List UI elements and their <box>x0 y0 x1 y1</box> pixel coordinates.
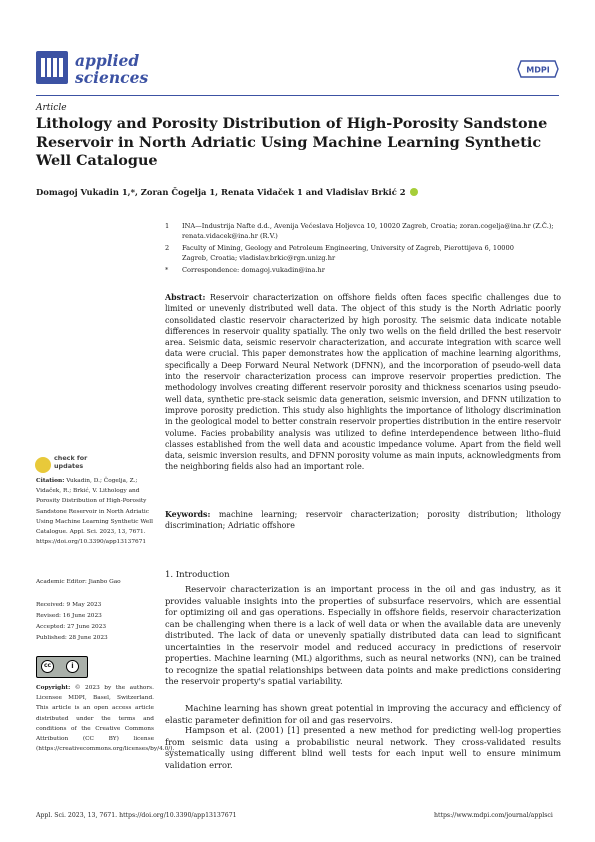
paragraph-text: Hampson et al. (2001) [1] presented a new method for predicting well-log properties from seismic data using a probabilistic neural network. They cross-validated results systematically using different blind well tests for each input well to ensure minimum validation error. <box>165 725 561 770</box>
copyright-text: © 2023 by the authors. Licensee MDPI, Basel, Switzerland. This article is an open access article distributed under the terms and conditions of the Creative Commons Attribution (CC BY) license (https://creativecommons.org/licenses/by/4.0/). <box>36 685 175 753</box>
date-published: Published: 28 June 2023 <box>36 635 108 641</box>
abstract-label: Abstract: <box>165 293 206 302</box>
intro-paragraph-1 <box>165 584 561 688</box>
affiliation-text: INA—Industrija Nafte d.d., Avenija Većeslava Holjevca 10, 10020 Zagreb, Croatia; zoran.cogelja@ina.hr (Z.Č.); renata.vidacek@ina.hr (R.V.) <box>182 222 554 240</box>
academic-editor: Academic Editor: Jianbo Gao <box>36 579 121 585</box>
citation <box>36 476 154 547</box>
journal-logo <box>36 51 68 84</box>
orcid-icon[interactable] <box>410 188 418 196</box>
intro-paragraph-3 <box>165 725 561 771</box>
abstract <box>165 292 561 473</box>
paragraph-text: Machine learning has shown great potential in improving the accuracy and efficiency of elastic parameter definition for oil and gas reservoirs. <box>165 703 561 725</box>
journal-name-line1: applied <box>75 51 140 70</box>
abstract-text: Reservoir characterization on offshore fields often faces specific challenges due to limited or unevenly distributed well data. The object of this study is the North Adriatic poorly consolidated clastic reservoir characterized by high porosity. The seismic data indicate notable differences in reservoir quality spatially. The only two wells on the field drilled the best reservoir area. Seismic data, seismic reservoir characterization, and accurate integration with scarce well data were crucial. This paper demonstrates how the application of machine learning algorithms, specifically a Deep Forward Neural Network (DFNN), and the incorporation of pseudo-well data into the reservoir characterization process can improve reservoir properties prediction. The methodology involves creating different reservoir porosity and thickness scenarios using pseudo-well data, synthetic pre-stack seismic data generation, seismic inversion, and DFNN utilization to improve porosity prediction. This study also highlights the importance of lithology discrimination in the geological model to better constrain reservoir properties distribution in the entire reservoir volume. Facies probability analysis was utilized to define interdependence between litho–fluid classes established from the well data and acoustic impedance volume. Apart from the field well data, seismic inversion results, and DFNN porosity volume as main inputs, acknowledgments from the neighboring fields also had an important role. <box>165 293 561 472</box>
affiliation-text: Correspondence: domagoj.vukadin@ina.hr <box>182 266 325 274</box>
footer-journal-url[interactable]: https://www.mdpi.com/journal/applsci <box>434 812 553 819</box>
section-heading: 1. Introduction <box>165 570 230 580</box>
affiliation-number: 2 <box>165 244 170 252</box>
affiliation-number: 1 <box>165 222 170 230</box>
keywords-text: machine learning; reservoir characterization; porosity distribution; lithology discrimination; Adriatic offshore <box>165 510 561 531</box>
header-rule <box>36 95 559 96</box>
author-list <box>36 187 418 197</box>
check-line2: updates <box>54 461 84 470</box>
citation-label: Citation: <box>36 478 65 484</box>
cc-by-license-icon[interactable]: cc i <box>36 656 88 678</box>
keywords <box>165 509 561 532</box>
copyright-label: Copyright: <box>36 685 71 691</box>
affiliation-2 <box>165 244 565 264</box>
check-line1: check for <box>54 454 88 462</box>
correspondence <box>165 266 565 276</box>
mdpi-logo <box>517 60 559 78</box>
publisher-name: MDPI <box>526 65 550 75</box>
journal-name-line2: sciences <box>75 68 149 87</box>
affiliation-1 <box>165 222 565 242</box>
date-received: Received: 9 May 2023 <box>36 602 102 608</box>
intro-paragraph-2 <box>165 703 561 726</box>
paragraph-text: Reservoir characterization is an important process in the oil and gas industry, as it provides valuable insights into the properties of subsurface reservoirs, which are essential for optimizing oil and gas operations. Especially in offshore fields, reservoir characterization can be challenging when there is a lack of well data or when the available data are unevenly distributed. The lack of data or unevenly spatially distributed data can lead to significant uncertainties in the reservoir model and reduced accuracy in predictions of reservoir properties. Machine learning (ML) algorithms, such as neural networks (NN), can be trained to recognize the spatial relationships between data points and make predictions considering the reservoir property's spatial variability. <box>165 584 561 686</box>
keywords-label: Keywords: <box>165 510 211 519</box>
affiliation-text: Faculty of Mining, Geology and Petroleum Engineering, University of Zagreb, Pierottijeva 6, 10000 Zagreb, Croatia; vladislav.brkic@rgn.unizg.hr <box>182 244 514 262</box>
article-type: Article <box>36 103 67 113</box>
author-names: Domagoj Vukadin 1,*, Zoran Čogelja 1, Renata Vidaček 1 and Vladislav Brkić 2 <box>36 187 406 197</box>
copyright <box>36 683 175 754</box>
citation-text: Vukadin, D.; Čogelja, Z.; Vidaček, R.; Brkić, V. Lithology and Porosity Distribution of High-Porosity Sandstone Reservoir in North Adriatic Using Machine Learning Synthetic Well Catalogue. Appl. Sci. 2023, 13, 7671. https://doi.org/10.3390/app13137671 <box>36 478 153 546</box>
journal-name <box>75 52 148 86</box>
date-accepted: Accepted: 27 June 2023 <box>36 624 107 630</box>
paper-title: Lithology and Porosity Distribution of High-Porosity Sandstone Reservoir in North Adriatic Using Machine Learning Synthetic Well Catalogue <box>36 115 548 170</box>
date-revised: Revised: 16 June 2023 <box>36 613 102 619</box>
check-updates-icon <box>35 457 51 473</box>
footer-citation: Appl. Sci. 2023, 13, 7671. https://doi.org/10.3390/app13137671 <box>36 812 237 819</box>
affiliation-number: * <box>165 266 169 274</box>
